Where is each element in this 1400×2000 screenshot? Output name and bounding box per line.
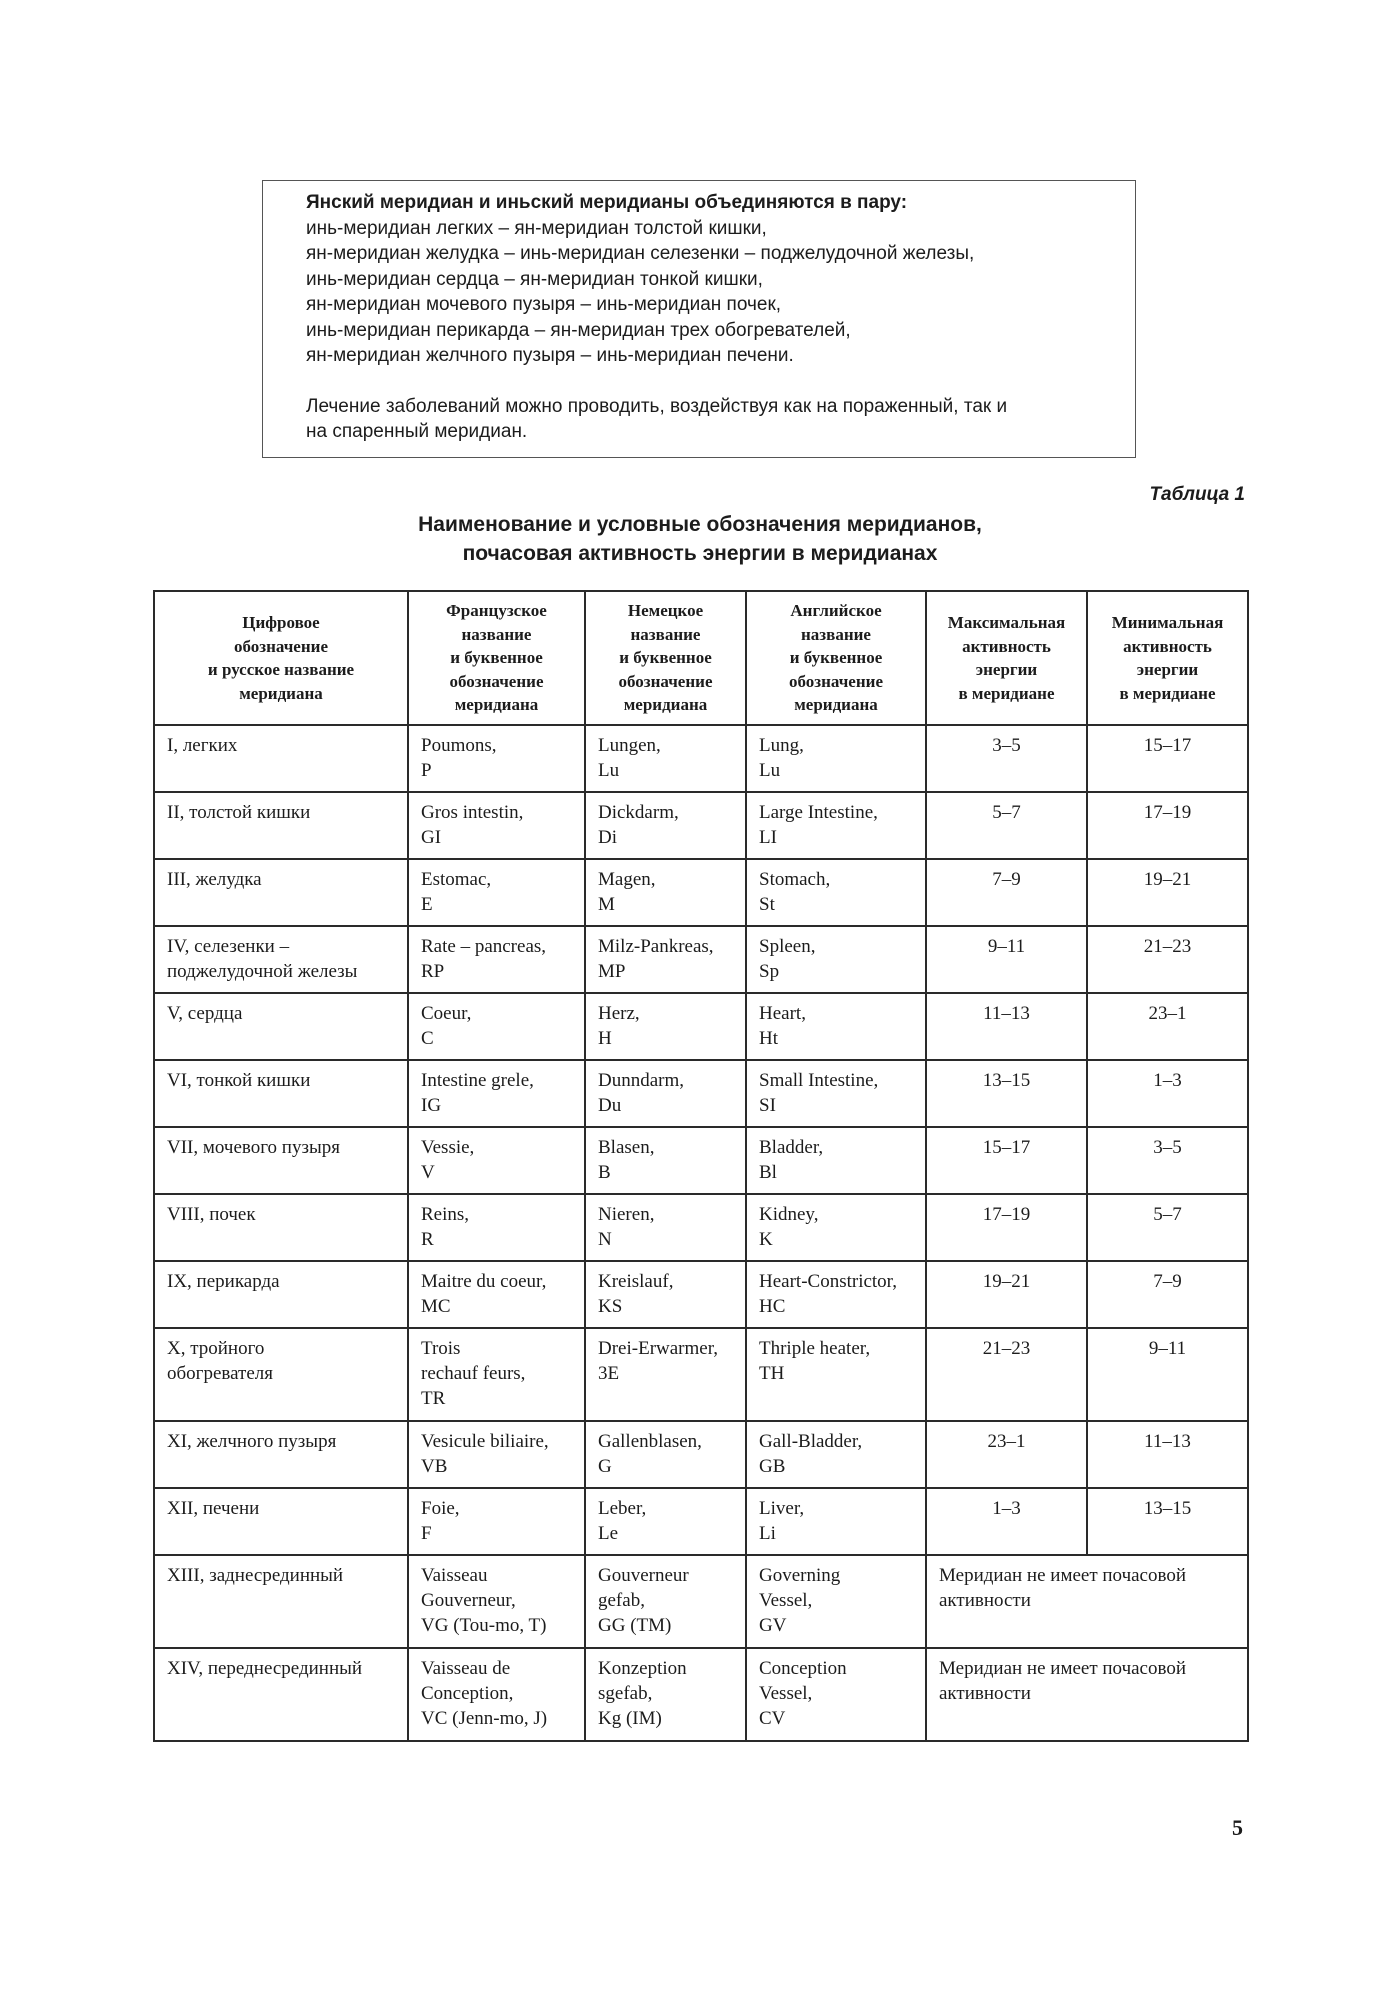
cell-french: Intestine grele, IG xyxy=(408,1060,585,1127)
cell-french: Vaisseau Gouverneur, VG (Tou-mo, T) xyxy=(408,1555,585,1648)
cell-french: Foie, F xyxy=(408,1488,585,1555)
cell-german: Dunndarm, Du xyxy=(585,1060,746,1127)
meridian-pairs-box xyxy=(262,180,1136,458)
cell-min-activity: 7–9 xyxy=(1087,1261,1248,1328)
cell-french: Vessie, V xyxy=(408,1127,585,1194)
cell-max-activity: 7–9 xyxy=(926,859,1087,926)
cell-english: Governing Vessel, GV xyxy=(746,1555,926,1648)
cell-french: Poumons, P xyxy=(408,725,585,792)
cell-english: Bladder, Bl xyxy=(746,1127,926,1194)
header-min-activity: Минимальная активность энергии в меридиане xyxy=(1087,591,1248,725)
cell-english: Kidney, K xyxy=(746,1194,926,1261)
table-title-line: Наименование и условные обозначения меридианов, xyxy=(418,513,982,536)
cell-min-activity: 3–5 xyxy=(1087,1127,1248,1194)
header-russian-name: Цифровое обозначение и русское название меридиана xyxy=(154,591,408,725)
table-row xyxy=(154,1328,1248,1421)
cell-french: Trois rechauf feurs, TR xyxy=(408,1328,585,1421)
cell-min-activity: 19–21 xyxy=(1087,859,1248,926)
cell-min-activity: 21–23 xyxy=(1087,926,1248,993)
table-row xyxy=(154,993,1248,1060)
table-row xyxy=(154,1648,1248,1741)
pair-line: ян-меридиан желчного пузыря – инь-меридиан печени. xyxy=(306,345,794,366)
cell-russian: I, легких xyxy=(154,725,408,792)
cell-english: Conception Vessel, CV xyxy=(746,1648,926,1741)
table-row xyxy=(154,792,1248,859)
cell-french: Vaisseau de Conception, VC (Jenn-mo, J) xyxy=(408,1648,585,1741)
cell-french: Rate – pancreas, RP xyxy=(408,926,585,993)
note-line: Лечение заболеваний можно проводить, воздействуя как на пораженный, так и xyxy=(306,395,1008,417)
cell-russian: VIII, почек xyxy=(154,1194,408,1261)
cell-russian: XIII, заднесрединный xyxy=(154,1555,408,1648)
pair-line: инь-меридиан легких – ян-меридиан толстой кишки, xyxy=(306,217,767,239)
cell-max-activity: 13–15 xyxy=(926,1060,1087,1127)
cell-min-activity: 15–17 xyxy=(1087,725,1248,792)
table-row xyxy=(154,1261,1248,1328)
cell-max-activity: 5–7 xyxy=(926,792,1087,859)
table-row xyxy=(154,1488,1248,1555)
cell-german: Lungen, Lu xyxy=(585,725,746,792)
cell-german: Gouverneur gefab, GG (TM) xyxy=(585,1555,746,1648)
cell-min-activity: 9–11 xyxy=(1087,1328,1248,1421)
cell-german: Konzeption sgefab, Kg (IM) xyxy=(585,1648,746,1741)
cell-min-activity: 13–15 xyxy=(1087,1488,1248,1555)
cell-min-activity: 5–7 xyxy=(1087,1194,1248,1261)
table-row xyxy=(154,1555,1248,1648)
table-header-row xyxy=(154,591,1248,725)
cell-no-activity-note: Меридиан не имеет почасовой активности xyxy=(926,1648,1248,1741)
cell-english: Thriple heater, TH xyxy=(746,1328,926,1421)
cell-english: Spleen, Sp xyxy=(746,926,926,993)
cell-french: Coeur, C xyxy=(408,993,585,1060)
cell-german: Dickdarm, Di xyxy=(585,792,746,859)
table-row xyxy=(154,1421,1248,1488)
cell-german: Gallenblasen, G xyxy=(585,1421,746,1488)
cell-russian: III, желудка xyxy=(154,859,408,926)
cell-russian: II, толстой кишки xyxy=(154,792,408,859)
cell-english: Heart-Constrictor, HC xyxy=(746,1261,926,1328)
pair-line: инь-меридиан перикарда – ян-меридиан трех обогревателей, xyxy=(306,319,851,341)
cell-max-activity: 11–13 xyxy=(926,993,1087,1060)
header-french-name: Французское название и буквенное обозначение меридиана xyxy=(408,591,585,725)
cell-max-activity: 19–21 xyxy=(926,1261,1087,1328)
cell-min-activity: 17–19 xyxy=(1087,792,1248,859)
cell-max-activity: 1–3 xyxy=(926,1488,1087,1555)
meridians-table xyxy=(153,590,1249,1742)
cell-russian: XI, желчного пузыря xyxy=(154,1421,408,1488)
header-english-name: Английское название и буквенное обозначение меридиана xyxy=(746,591,926,725)
cell-russian: VII, мочевого пузыря xyxy=(154,1127,408,1194)
cell-german: Drei-Erwarmer, 3E xyxy=(585,1328,746,1421)
cell-russian: XII, печени xyxy=(154,1488,408,1555)
pair-line: инь-меридиан сердца – ян-меридиан тонкой кишки, xyxy=(306,268,763,290)
table-row xyxy=(154,1060,1248,1127)
pair-line: ян-меридиан мочевого пузыря – инь-меридиан почек, xyxy=(306,294,782,315)
cell-english: Large Intestine, LI xyxy=(746,792,926,859)
cell-german: Kreislauf, KS xyxy=(585,1261,746,1328)
cell-max-activity: 15–17 xyxy=(926,1127,1087,1194)
cell-max-activity: 23–1 xyxy=(926,1421,1087,1488)
table-row xyxy=(154,926,1248,993)
table-title xyxy=(300,510,1100,568)
cell-english: Gall-Bladder, GB xyxy=(746,1421,926,1488)
note-line: на спаренный меридиан. xyxy=(306,421,528,442)
page-number: 5 xyxy=(1232,1815,1243,1840)
cell-english: Heart, Ht xyxy=(746,993,926,1060)
cell-german: Nieren, N xyxy=(585,1194,746,1261)
cell-russian: XIV, переднесрединный xyxy=(154,1648,408,1741)
cell-german: Blasen, B xyxy=(585,1127,746,1194)
cell-english: Small Intestine, SI xyxy=(746,1060,926,1127)
table-row xyxy=(154,1194,1248,1261)
table-title-line: почасовая активность энергии в меридианах xyxy=(462,542,938,565)
pair-line: ян-меридиан желудка – инь-меридиан селезенки – поджелудочной железы, xyxy=(306,243,975,264)
cell-russian: IX, перикарда xyxy=(154,1261,408,1328)
cell-min-activity: 1–3 xyxy=(1087,1060,1248,1127)
pairs-heading: Янский меридиан и иньский меридианы объединяются в пару: xyxy=(306,192,908,213)
cell-english: Liver, Li xyxy=(746,1488,926,1555)
cell-russian: IV, селезенки – поджелудочной железы xyxy=(154,926,408,993)
cell-german: Leber, Le xyxy=(585,1488,746,1555)
table-label: Таблица 1 xyxy=(1149,484,1245,505)
cell-min-activity: 11–13 xyxy=(1087,1421,1248,1488)
table-row xyxy=(154,1127,1248,1194)
table-row xyxy=(154,725,1248,792)
cell-no-activity-note: Меридиан не имеет почасовой активности xyxy=(926,1555,1248,1648)
cell-russian: V, сердца xyxy=(154,993,408,1060)
header-max-activity: Максимальная активность энергии в меридиане xyxy=(926,591,1087,725)
cell-min-activity: 23–1 xyxy=(1087,993,1248,1060)
cell-german: Magen, M xyxy=(585,859,746,926)
header-german-name: Немецкое название и буквенное обозначение меридиана xyxy=(585,591,746,725)
cell-english: Stomach, St xyxy=(746,859,926,926)
cell-russian: X, тройного обогревателя xyxy=(154,1328,408,1421)
cell-german: Herz, H xyxy=(585,993,746,1060)
cell-max-activity: 9–11 xyxy=(926,926,1087,993)
cell-french: Gros intestin, GI xyxy=(408,792,585,859)
cell-max-activity: 3–5 xyxy=(926,725,1087,792)
cell-english: Lung, Lu xyxy=(746,725,926,792)
cell-max-activity: 21–23 xyxy=(926,1328,1087,1421)
cell-russian: VI, тонкой кишки xyxy=(154,1060,408,1127)
cell-french: Maitre du coeur, MC xyxy=(408,1261,585,1328)
cell-french: Estomac, E xyxy=(408,859,585,926)
cell-french: Reins, R xyxy=(408,1194,585,1261)
cell-max-activity: 17–19 xyxy=(926,1194,1087,1261)
table-row xyxy=(154,859,1248,926)
cell-german: Milz-Pankreas, MP xyxy=(585,926,746,993)
treatment-note xyxy=(306,394,1095,445)
cell-french: Vesicule biliaire, VB xyxy=(408,1421,585,1488)
